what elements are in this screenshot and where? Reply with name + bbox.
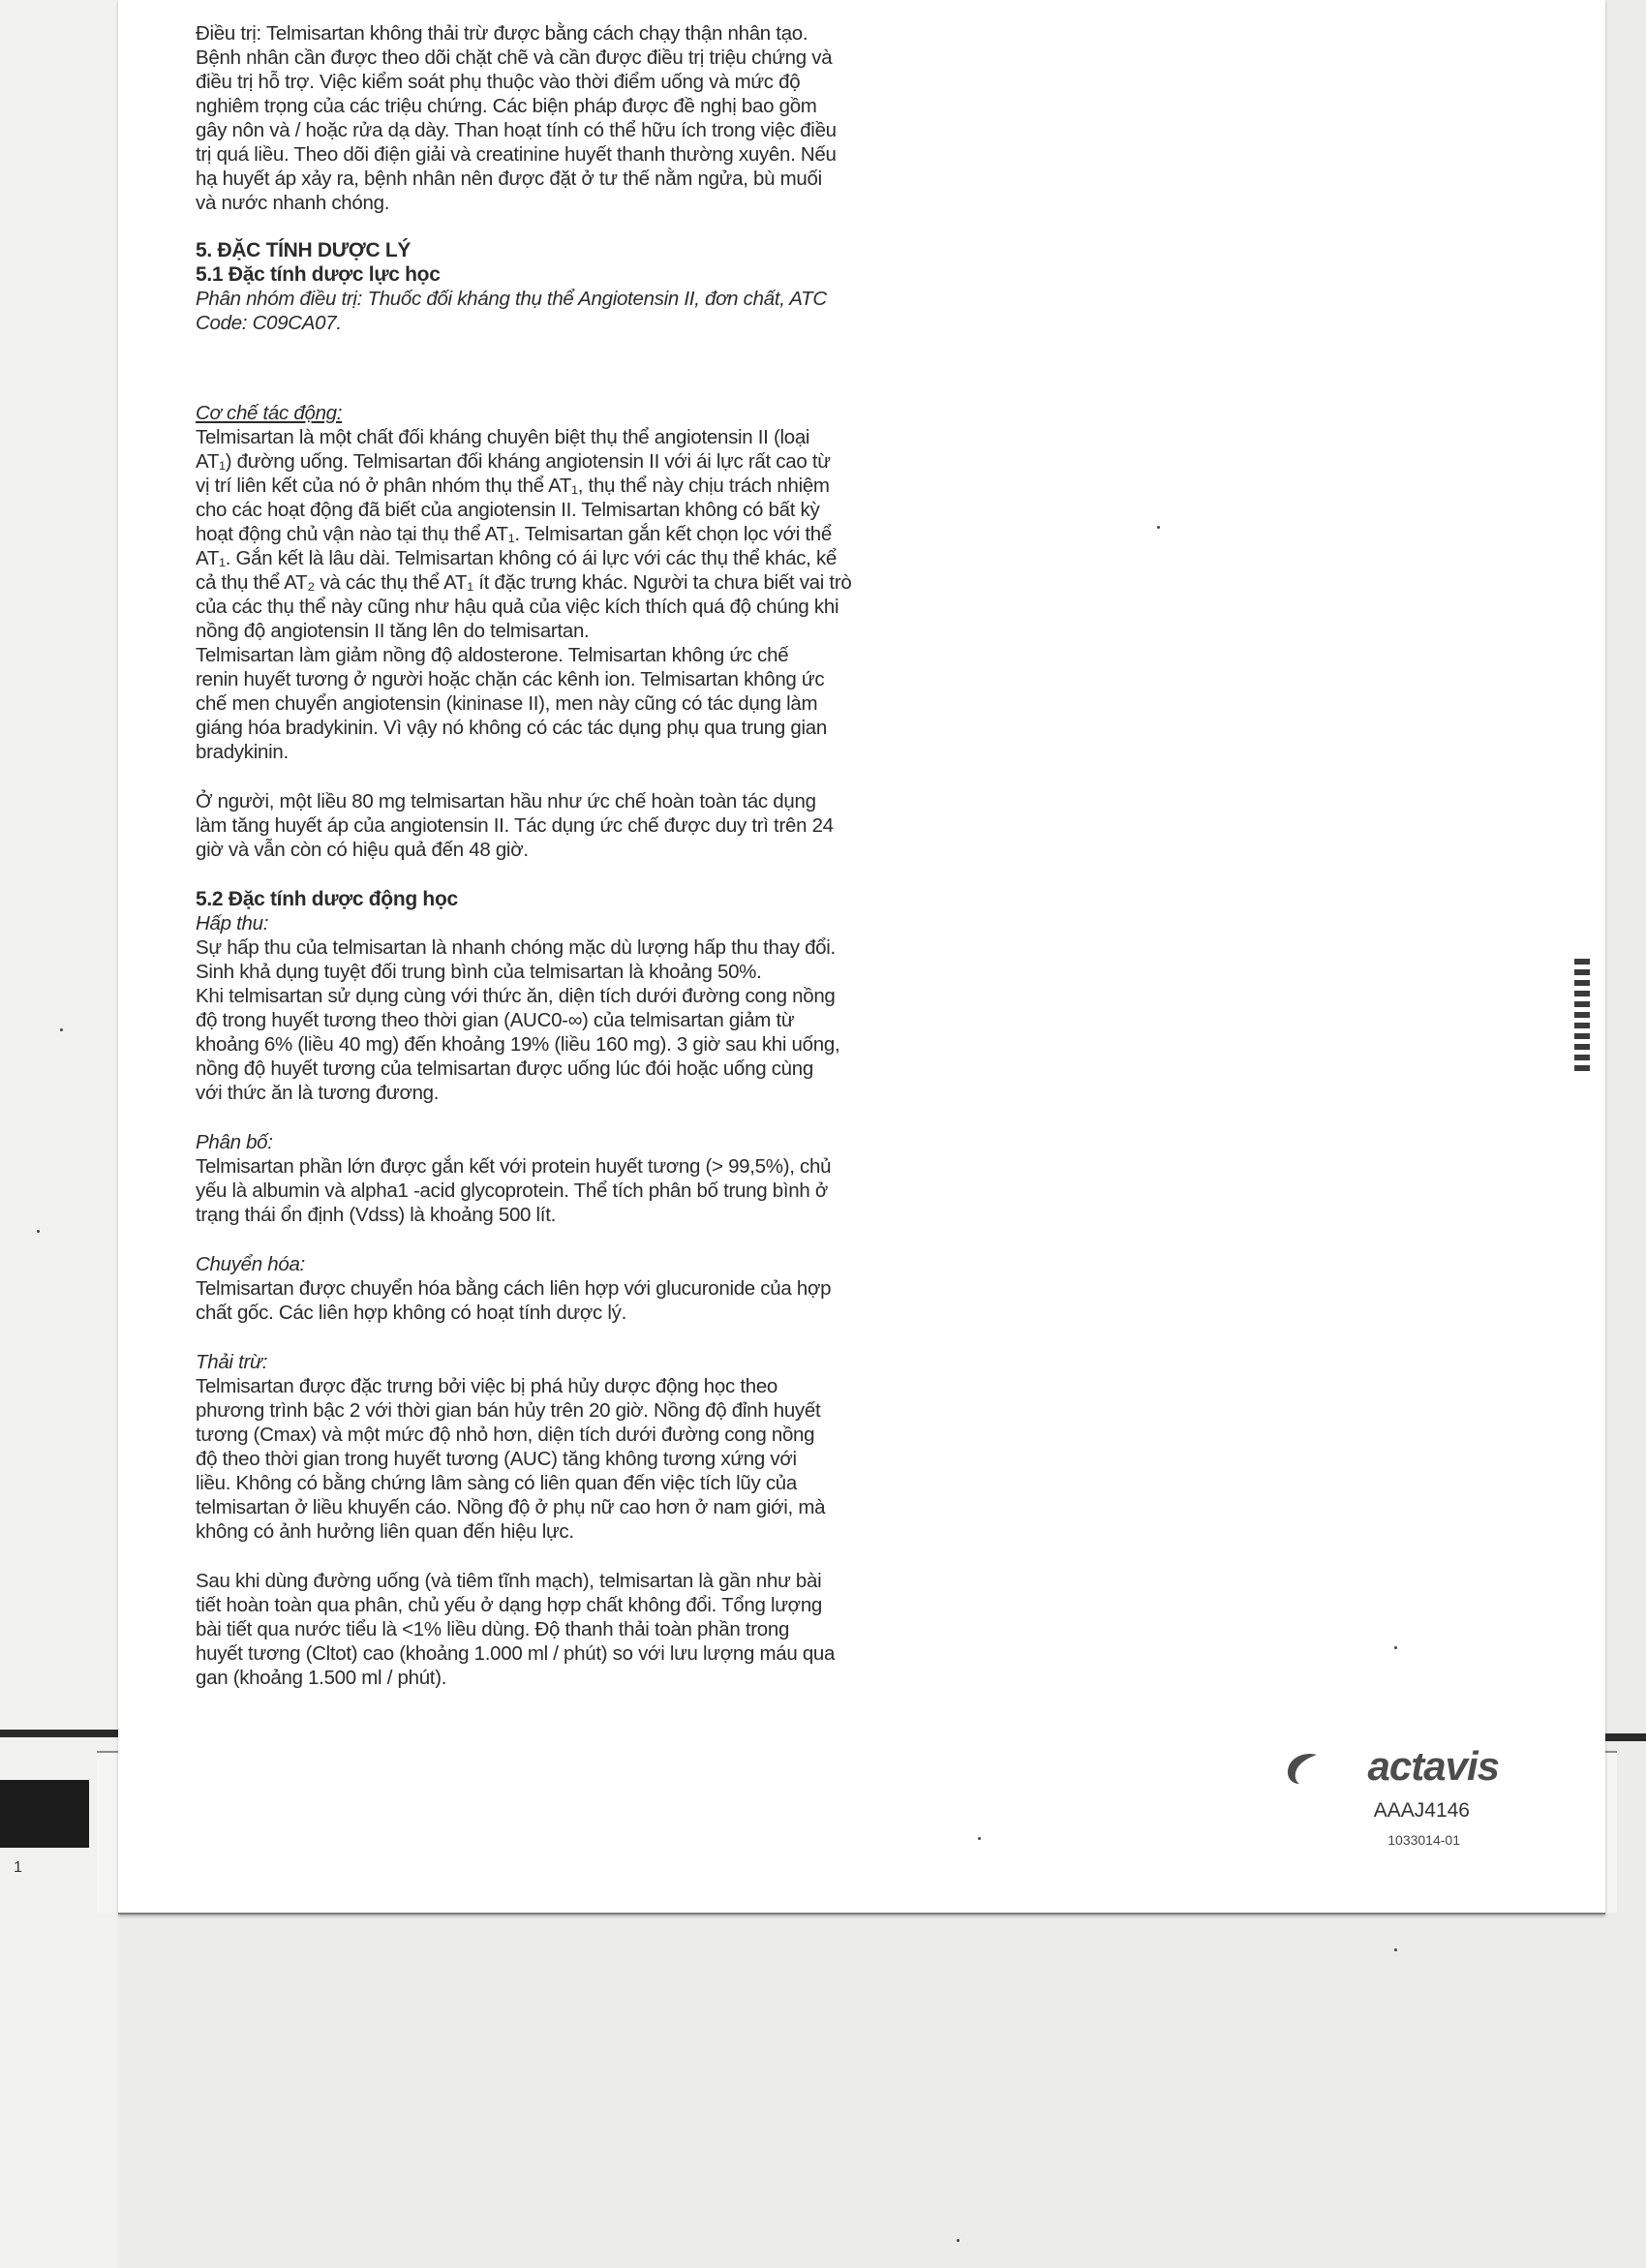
metabolism-paragraph (196, 1276, 873, 1325)
text-line: yếu là albumin và alpha1 -acid glycoprotein. Thể tích phân bố trung bình ở (196, 1180, 828, 1202)
elimination-heading: Thải trừ: (196, 1351, 268, 1373)
text-line: cho các hoạt động đã biết của angiotensin II. Telmisartan không có bất kỳ (196, 499, 820, 521)
text-line: giờ và vẫn còn có hiệu quả đến 48 giờ. (196, 839, 529, 861)
text-line: phương trình bậc 2 với thời gian bán hủy trên 20 giờ. Nồng độ đỉnh huyết (196, 1399, 821, 1422)
text-line: Phân nhóm điều trị: Thuốc đối kháng thụ thể Angiotensin II, đơn chất, ATC (196, 288, 827, 310)
text-line: Telmisartan được đặc trưng bởi việc bị phá hủy dược động học theo (196, 1375, 778, 1397)
text-line: Telmisartan là một chất đối kháng chuyên biệt thụ thể angiotensin II (loại (196, 426, 810, 448)
scan-speck (1394, 1646, 1397, 1649)
text-line: trị quá liều. Theo dõi điện giải và creatinine huyết thanh thường xuyên. Nếu (196, 143, 837, 166)
text-line: gây nôn và / hoặc rửa dạ dày. Than hoạt tính có thể hữu ích trong việc điều (196, 119, 837, 141)
section-5-2-heading: 5.2 Đặc tính dược động học (196, 888, 458, 910)
mechanism-paragraph (196, 425, 873, 764)
mechanism-heading: Cơ chế tác động: (196, 402, 343, 424)
text-line: với thức ăn là tương đương. (196, 1082, 440, 1104)
margin-barcode (1574, 959, 1590, 1076)
text-line: renin huyết tương ở người hoặc chặn các kênh ion. Telmisartan không ức (196, 668, 825, 690)
text-line: huyết tương (Cltot) cao (khoảng 1.000 ml / phút) so với lưu lượng máu qua (196, 1642, 836, 1665)
text-line: Sau khi dùng đường uống (và tiêm tĩnh mạch), telmisartan là gần như bài (196, 1570, 822, 1592)
text-line: không có ảnh hưởng liên quan đến hiệu lực. (196, 1520, 574, 1543)
paragraph-dieu-tri (196, 21, 873, 215)
text-column (196, 21, 873, 1690)
elimination-paragraph (196, 1374, 873, 1544)
text-line: hoạt động chủ vận nào tại thụ thể AT₁. Telmisartan gắn kết chọn lọc với thể (196, 523, 832, 545)
scan-speck (37, 1230, 40, 1233)
product-code: AAAJ4146 (1373, 1799, 1470, 1822)
text-line: độ trong huyết tương theo thời gian (AUC0-∞) của telmisartan giảm từ (196, 1009, 795, 1031)
absorption-heading: Hấp thu: (196, 912, 269, 935)
text-line: Sự hấp thu của telmisartan là nhanh chóng mặc dù lượng hấp thu thay đổi. (196, 936, 836, 959)
text-line: Khi telmisartan sử dụng cùng với thức ăn, diện tích dưới đường cong nồng (196, 985, 836, 1007)
elimination-paragraph-2 (196, 1569, 873, 1690)
text-line: telmisartan ở liều khuyến cáo. Nồng độ ở phụ nữ cao hơn ở nam giới, mà (196, 1496, 826, 1518)
scan-background-left (0, 0, 118, 2268)
text-line: của các thụ thể này cũng như hậu quả của việc kích thích quá độ chúng khi (196, 596, 839, 618)
mechanism-paragraph-2 (196, 789, 873, 862)
text-line: vị trí liên kết của nó ở phân nhóm thụ thể AT₁, thụ thể này chịu trách nhiệm (196, 475, 830, 497)
text-line: và nước nhanh chóng. (196, 192, 390, 214)
text-line: gan (khoảng 1.500 ml / phút). (196, 1667, 447, 1689)
distribution-paragraph (196, 1154, 873, 1227)
text-line: Telmisartan phần lớn được gắn kết với protein huyết tương (> 99,5%), chủ (196, 1155, 832, 1178)
text-line: Telmisartan được chuyển hóa bằng cách liên hợp với glucuronide của hợp (196, 1277, 832, 1300)
text-line: chế men chuyển angiotensin (kininase II), men này cũng có tác dụng làm (196, 692, 818, 715)
print-code: 1033014-01 (1387, 1832, 1460, 1848)
text-line: độ theo thời gian trong huyết tương (AUC) tăng không tương xứng với (196, 1448, 797, 1470)
text-line: trạng thái ổn định (Vdss) là khoảng 500 lít. (196, 1204, 556, 1226)
text-line: AT₁) đường uống. Telmisartan đối kháng angiotensin II với ái lực rất cao từ (196, 450, 831, 473)
swoosh-icon (1282, 1749, 1323, 1788)
actavis-logo-block (1266, 1743, 1499, 1848)
section-5-1-heading: 5.1 Đặc tính dược lực học (196, 263, 441, 286)
scan-speck (60, 1028, 63, 1031)
text-line: AT₁. Gắn kết là lâu dài. Telmisartan không có ái lực với các thụ thể khác, kể (196, 547, 837, 569)
distribution-heading: Phân bố: (196, 1131, 273, 1153)
text-line: Điều trị: Telmisartan không thải trừ được bằng cách chạy thận nhân tạo. (196, 22, 808, 45)
text-line: làm tăng huyết áp của angiotensin II. Tác dụng ức chế được duy trì trên 24 (196, 814, 834, 837)
scan-speck (1157, 526, 1160, 529)
absorption-paragraph (196, 935, 873, 1105)
text-line: hạ huyết áp xảy ra, bệnh nhân nên được đặt ở tư thế nằm ngửa, bù muối (196, 168, 822, 190)
scan-speck (957, 2239, 960, 2242)
text-line: Code: C09CA07. (196, 312, 342, 334)
text-line: khoảng 6% (liều 40 mg) đến khoảng 19% (liều 160 mg). 3 giờ sau khi uống, (196, 1033, 840, 1056)
actavis-logo (1266, 1743, 1499, 1790)
scan-dark-patch (0, 1780, 89, 1848)
text-line: Telmisartan làm giảm nồng độ aldosterone. Telmisartan không ức chế (196, 644, 789, 666)
text-line: chất gốc. Các liên hợp không có hoạt tính dược lý. (196, 1302, 626, 1324)
document-page (118, 0, 1605, 1915)
text-line: nồng độ angiotensin II tăng lên do telmisartan. (196, 620, 590, 642)
text-line: cả thụ thể AT₂ và các thụ thể AT₁ ít đặc trưng khác. Người ta chưa biết vai trò (196, 571, 852, 594)
text-line: Bệnh nhân cần được theo dõi chặt chẽ và cần được điều trị triệu chứng và (196, 46, 833, 69)
text-line: nồng độ huyết tương của telmisartan được uống lúc đói hoặc uống cùng (196, 1057, 813, 1080)
scan-dark-band-right (1605, 1733, 1646, 1741)
text-line: giáng hóa bradykinin. Vì vậy nó không có các tác dụng phụ qua trung gian (196, 717, 827, 739)
scan-speck (1394, 1948, 1397, 1951)
text-line: bradykinin. (196, 741, 289, 763)
section-5-heading: 5. ĐẶC TÍNH DƯỢC LÝ (196, 239, 412, 261)
text-line: liều. Không có bằng chứng lâm sàng có liên quan đến việc tích lũy của (196, 1472, 797, 1494)
page-number: 1 (14, 1859, 22, 1876)
metabolism-heading: Chuyển hóa: (196, 1253, 305, 1275)
text-line: Sinh khả dụng tuyệt đối trung bình của telmisartan là khoảng 50%. (196, 961, 762, 983)
text-line: bài tiết qua nước tiểu là <1% liều dùng. Độ thanh thải toàn phần trong (196, 1618, 790, 1640)
scan-speck (978, 1837, 981, 1840)
text-line: nghiêm trọng của các triệu chứng. Các biện pháp được đề nghị bao gồm (196, 95, 817, 117)
text-line: tiết hoàn toàn qua phân, chủ yếu ở dạng hợp chất không đổi. Tổng lượng (196, 1594, 823, 1616)
text-line: Ở người, một liều 80 mg telmisartan hầu như ức chế hoàn toàn tác dụng (196, 790, 816, 812)
scan-dark-band-left (0, 1730, 118, 1737)
text-line: điều trị hỗ trợ. Việc kiểm soát phụ thuộc vào thời điểm uống và mức độ (196, 71, 801, 93)
text-line: tương (Cmax) và một mức độ nhỏ hơn, diện tích dưới đường cong nồng (196, 1424, 815, 1446)
logo-text: actavis (1367, 1743, 1499, 1789)
